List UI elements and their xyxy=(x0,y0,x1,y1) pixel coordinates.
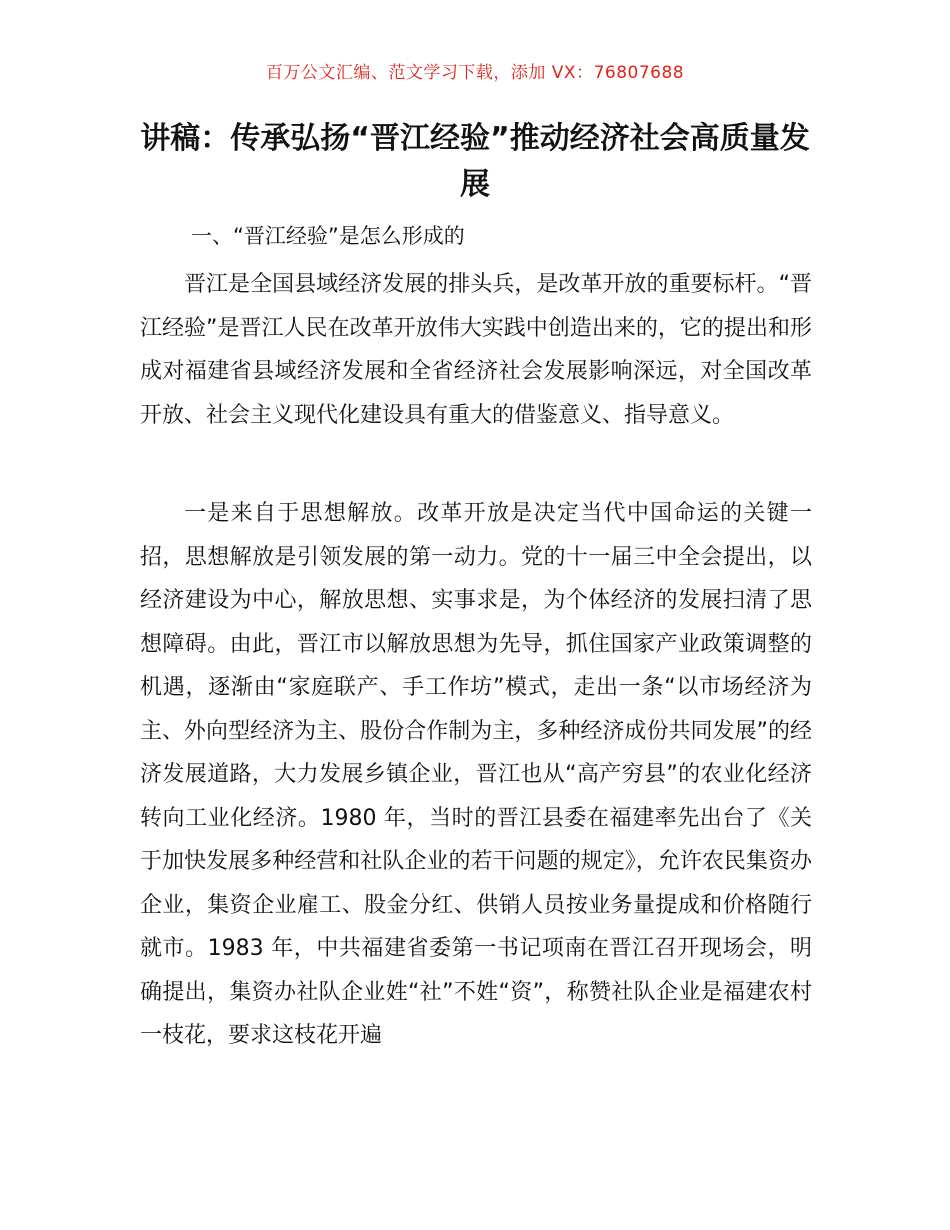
page-title: 讲稿：传承弘扬“晋江经验”推动经济社会高质量发展 xyxy=(140,121,810,202)
paragraph-point-one: 一是来自于思想解放。改革开放是决定当代中国命运的关键一招，思想解放是引领发展的第一动力。党的十一届三中全会提出，以经济建设为中心，解放思想、实事求是，为个体经济的发展扫清了思想障碍。由此，晋江市以解放思想为先导，抓住国家产业政策调整的机遇，逐渐由“家庭联产、手工作坊”模式，走出一条“以市场经济为主、外向型经济为主、股份合作制为主，多种经济成份共同发展”的经济发展道路，大力发展乡镇企业，晋江也从“高产穷县”的农业化经济转向工业化经济。1980 年，当时的晋江县委在福建率先出台了《关于加快发展多种经营和社队企业的若干问题的规定》，允许农民集资办企业，集资企业雇工、股金分红、供销人员按业务量提成和价格随行就市。1983 年，中共福建省委第一书记项南在晋江召开现场会，明确提出，集资办社队企业姓“社”不姓“资”，称赞社队企业是福建农村一枝花，要求这枝花开遍 xyxy=(140,501,812,1048)
header-promo-note: 百万公文汇编、范文学习下载，添加 VX：76807688 xyxy=(265,63,685,83)
paragraph-intro: 晋江是全国县域经济发展的排头兵，是改革开放的重要标杆。“晋江经验”是晋江人民在改革开放伟大实践中创造出来的，它的提出和形成对福建省县域经济发展和全省经济社会发展影响深远，对全国改革开放、社会主义现代化建设具有重大的借鉴意义、指导意义。 xyxy=(140,272,812,428)
section-heading: 一、“晋江经验”是怎么形成的 xyxy=(191,224,465,248)
